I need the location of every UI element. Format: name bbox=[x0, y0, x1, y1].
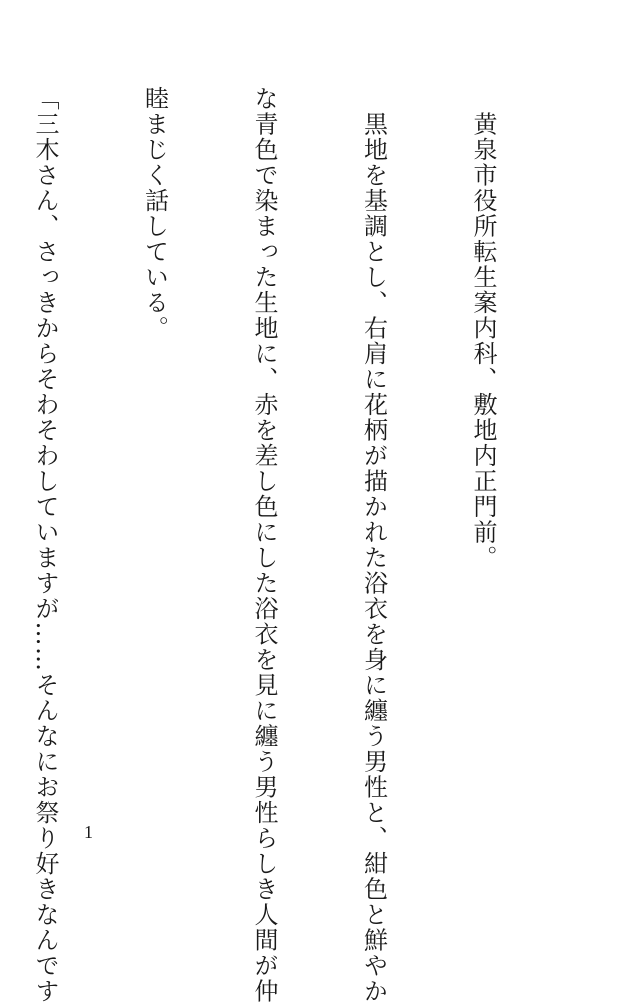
vertical-text-body bbox=[0, 86, 574, 1004]
text-line: 「三木さん、さっきからそわそわしていますが……そんなにお祭り好きなんです bbox=[31, 86, 59, 1004]
page-number: 1 bbox=[84, 822, 93, 842]
text-line: 黄泉市役所転生案内科、敷地内正門前。 bbox=[469, 86, 497, 571]
text-line: 黒地を基調とし、右肩に花柄が描かれた浴衣を身に纏う男性と、紺色と鮮やか bbox=[359, 86, 388, 1004]
text-line: 睦まじく話している。 bbox=[140, 86, 169, 341]
text-line: な青色で染まった生地に、赤を差し色にした浴衣を見に纏う男性らしき人間が仲 bbox=[250, 86, 278, 1004]
